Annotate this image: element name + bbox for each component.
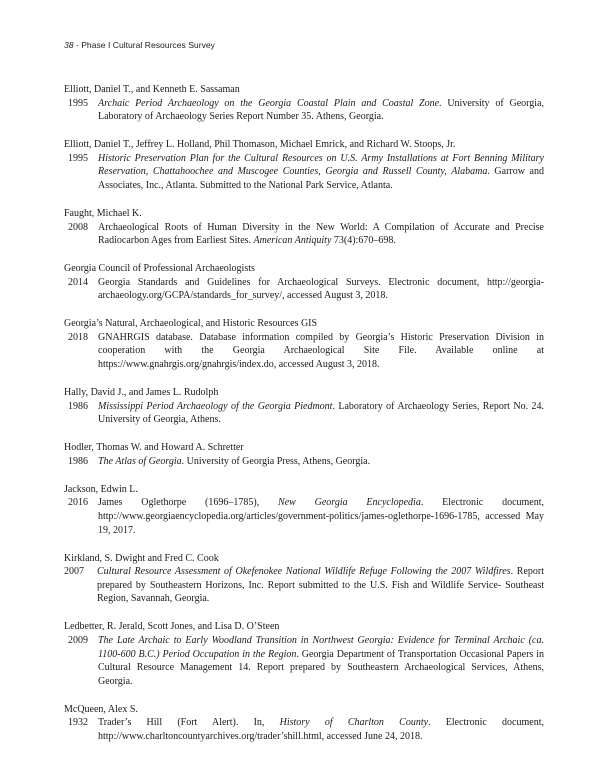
reference-entry [64,83,544,124]
reference-citation [98,97,544,124]
reference-author: McQueen, Alex S. [64,703,138,715]
reference-body [64,276,544,303]
reference-text: . University of Georgia Press, Athens, Georgia. [181,455,371,467]
reference-title: Archaic Period Archaeology on the Georgia Coastal Plain and Coastal Zone [98,97,440,109]
reference-title: Cultural Resource Assessment of Okefenokee National Wildlife Refuge Following the 2007 Wildfires [97,566,511,578]
reference-citation [98,634,544,688]
reference-body [64,152,544,193]
reference-author: Georgia Council of Professional Archaeologists [64,263,255,275]
reference-author: Hally, David J., and James L. Rudolph [64,387,219,399]
reference-entry [64,262,544,303]
reference-entry [64,207,544,248]
reference-year: 2018 [68,331,88,343]
reference-year: 1932 [68,717,88,729]
reference-text: . Georgia Department of Transportation Occasional Papers in Cultural Resource Management 14. Report prepared by Southeastern Archaeological Services, Athens, Georgia. [98,648,544,687]
reference-citation [97,565,544,606]
reference-title: The Atlas of Georgia [98,455,182,467]
reference-title: The Late Archaic to Early Woodland Transition in Northwest Georgia: Evidence for Terminal Archaic (ca. 1100-600 B.C.) Period Occupation in the Region [98,634,544,660]
reference-body [64,496,544,537]
reference-author: Faught, Michael K. [64,207,142,219]
reference-text: GNAHRGIS database. Database information compiled by Georgia’s Historic Preservation Division in cooperation with the Georgia Archaeological Site File. Available online at https://www.gnahrgis.org/gnahrgis/index.do, accessed August 3, 2018. [98,331,544,371]
reference-citation [98,400,544,427]
reference-text: . Report prepared by Southeastern Horizons, Inc. Report submitted to the U.S. Fish and Wildlife Service- Southeast Region, Savannah, Georgia. [97,566,544,605]
reference-text: Trader’s Hill (Fort Alert). In, [98,717,280,729]
reference-citation [98,716,544,743]
reference-body [64,565,544,606]
reference-body [64,331,544,372]
reference-text: Georgia Standards and Guidelines for Archaeological Surveys. Electronic document, http://georgia-archaeology.org/GCPA/standards_for_survey/, accessed August 3, 2018. [98,276,544,302]
reference-title: Mississippi Period Archaeology of the Georgia Piedmont [98,400,333,412]
reference-year: 2009 [68,634,88,646]
reference-text: . University of Georgia, Laboratory of Archaeology Series Report Number 35. Athens, Georgia. [98,97,544,123]
reference-entry [64,138,544,192]
reference-body [64,97,544,124]
reference-text: Archaeological Roots of Human Diversity in the New World: A Compilation of Accurate and Precise Radiocarbon Ages from Earliest Sites. [98,221,544,247]
reference-text: 73(4):670–698. [331,235,396,247]
reference-year: 1995 [68,152,88,164]
reference-title: American Antiquity [253,235,332,247]
reference-entry [64,552,544,606]
reference-author: Ledbetter, R. Jerald, Scott Jones, and Lisa D. O’Steen [64,621,280,633]
reference-entry [64,441,544,468]
reference-citation [98,496,544,537]
reference-author: Georgia’s Natural, Archaeological, and Historic Resources GIS [64,318,318,330]
reference-author: Elliott, Daniel T., and Kenneth E. Sassaman [64,84,240,95]
reference-title: Historic Preservation Plan for the Cultural Resources on U.S. Army Installations at Fort Benning Military Reservation, Chattahoochee and Muscogee Counties, Georgia and Russell County, Alabama [98,152,544,178]
reference-text: James Oglethorpe (1696–1785), [98,497,279,509]
header-separator: - [73,40,82,50]
reference-year: 2008 [68,221,88,233]
reference-year: 2016 [68,497,88,509]
reference-text: . Electronic document, http://www.georgiaencyclopedia.org/articles/government-politics/james-oglethorpe-1696-1785, accessed May 19, 2017. [98,497,545,536]
reference-author: Elliott, Daniel T., Jeffrey L. Holland, Phil Thomason, Michael Emrick, and Richard W. Stoops, Jr. [64,139,456,151]
reference-entry [64,386,544,427]
reference-text: . Electronic document, http://www.charltoncountyarchives.org/trader’shill.html, accessed June 24, 2018. [98,717,544,742]
reference-citation [98,221,544,248]
reference-body [64,400,544,427]
reference-citation [98,455,544,469]
reference-body [64,716,544,743]
reference-year: 2007 [64,566,84,578]
reference-author: Kirkland, S. Dwight and Fred C. Cook [64,552,219,564]
reference-entry [64,483,544,537]
reference-list [64,83,544,758]
running-header [64,40,215,50]
reference-title: New Georgia Encyclopedia [278,497,421,509]
reference-title: History of Charlton County [279,717,429,729]
reference-year: 1986 [68,400,88,412]
reference-text: . Laboratory of Archaeology Series, Report No. 24. University of Georgia, Athens. [98,400,544,426]
reference-entry [64,317,544,371]
reference-author: Hodler, Thomas W. and Howard A. Schretter [64,442,244,454]
reference-entry [64,620,544,688]
reference-entry [64,703,544,744]
header-title: Phase I Cultural Resources Survey [81,40,215,50]
reference-citation [98,276,544,303]
reference-year: 1995 [68,97,88,109]
reference-body [64,221,544,248]
page-number: 38 [64,40,74,50]
reference-citation [98,331,544,372]
reference-year: 1986 [68,455,88,467]
reference-author: Jackson, Edwin L. [64,483,138,495]
reference-citation [98,152,544,193]
reference-body [64,634,544,688]
reference-year: 2014 [68,276,88,288]
reference-body [64,455,544,469]
reference-text: . Garrow and Associates, Inc., Atlanta. Submitted to the National Park Service, Atlanta. [98,166,544,191]
